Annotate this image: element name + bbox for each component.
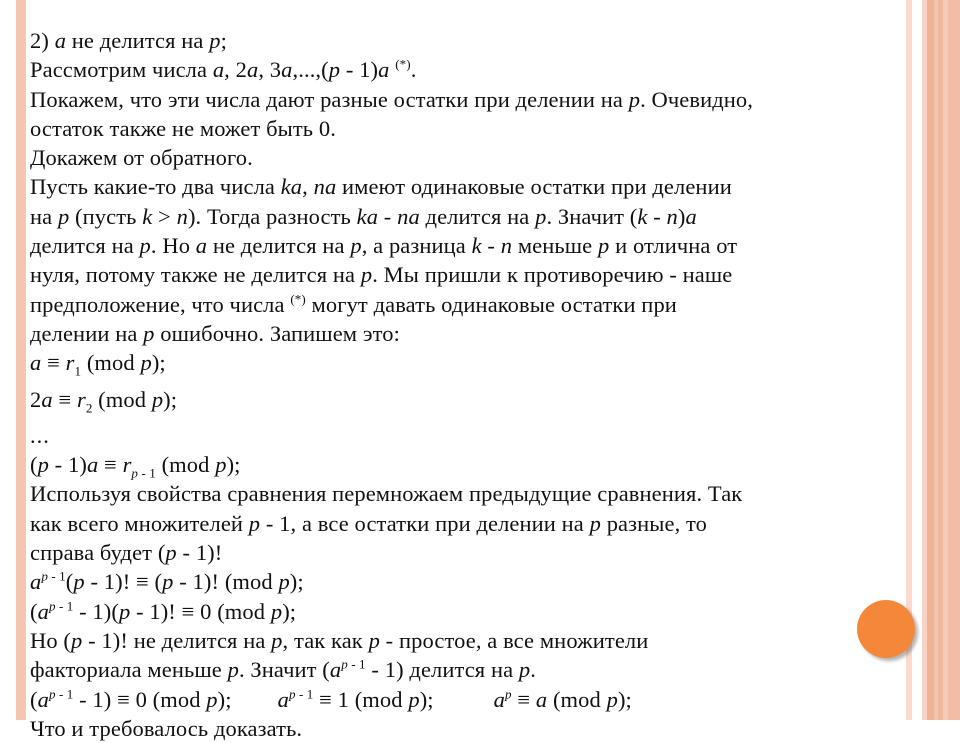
text-line-11: делении на p ошибочно. Запишем это: bbox=[30, 320, 400, 346]
superscript-p-minus-1: p - 1 bbox=[41, 568, 66, 584]
superscript-p: p bbox=[505, 686, 512, 702]
right-stripe-7 bbox=[948, 0, 960, 720]
subscript-p-minus-1: p - 1 bbox=[131, 465, 156, 481]
text-line-9: нуля, потому также не делится на p. Мы пришли к противоречию - наше bbox=[30, 262, 733, 288]
var-p: p bbox=[209, 28, 221, 53]
text-line-14-ellipsis: ... bbox=[30, 422, 50, 448]
footnote-star-marker: (*) bbox=[395, 56, 411, 72]
footnote-star-marker-2: (*) bbox=[290, 291, 306, 307]
text-line-17: как всего множителей p - 1, а все остатки при делении на p разные, то bbox=[30, 510, 707, 536]
right-stripe-3 bbox=[927, 0, 934, 720]
left-decorative-stripe bbox=[16, 0, 26, 720]
text-line-3: Покажем, что эти числа дают разные остатки при делении на p. Очевидно, bbox=[30, 86, 754, 112]
text-line-18: справа будет (p - 1)! bbox=[30, 540, 223, 566]
line-1-number: 2) bbox=[30, 28, 49, 53]
text-line-22: факториала меньше p. Значит $(a^{p - 1} - 1)$ делится на p. bbox=[30, 656, 537, 683]
text-line-23-formula: $(a^{p - 1} - 1) \equiv 0$ (mod p); $a^{p - 1} \equiv 1$ (mod p); $a^p \equiv a$ (mod p); bbox=[30, 686, 632, 712]
text-line-20-formula: $(a^{p - 1} - 1)(p - 1)$! ≡ 0 (mod p); bbox=[30, 598, 297, 624]
text-line-21: Но (p - 1)! не делится на p, так как p - простое, а все множители bbox=[30, 627, 649, 653]
text-line-2: Рассмотрим числа a, 2a, 3a,...,(p - 1)a (*). bbox=[30, 56, 417, 83]
text-line-10: предположение, что числа (*) могут давать одинаковые остатки при bbox=[30, 291, 677, 317]
text-line-19-formula: $a^{p - 1}(p - 1)$! ≡ (p - 1)! (mod p); bbox=[30, 568, 304, 595]
text-line-1: 2) a не делится на p; bbox=[30, 28, 227, 53]
text-line-4: остаток также не может быть 0. bbox=[30, 115, 336, 141]
subscript-1: 1 bbox=[74, 363, 82, 379]
text-line-6: Пусть какие-то два числа ka, na имеют одинаковые остатки при делении bbox=[30, 174, 732, 200]
text-line-24: Что и требовалось доказать. bbox=[30, 715, 303, 741]
text-line-7: на p (пусть k > n). Тогда разность ka - na делится на p. Значит (k - n)a bbox=[30, 203, 697, 229]
text-line-15-formula: $(p - 1)a \equiv r_{p - 1}$ (mod p); bbox=[30, 452, 241, 481]
text-line-12-formula: $a \equiv r_1$ (mod p); bbox=[30, 350, 166, 379]
text-line-16: Используя свойства сравнения перемножаем предыдущие сравнения. Так bbox=[30, 481, 743, 507]
text-line-13-formula: $2a \equiv r_2$ (mod p); bbox=[30, 386, 178, 416]
var-a: a bbox=[54, 28, 67, 53]
text-line-8: делится на p. Но a не делится на p, а разница k - n меньше p и отлична от bbox=[30, 233, 738, 259]
slide-body-text bbox=[30, 26, 910, 743]
subscript-2: 2 bbox=[85, 400, 93, 416]
text-line-5: Докажем от обратного. bbox=[30, 145, 253, 171]
